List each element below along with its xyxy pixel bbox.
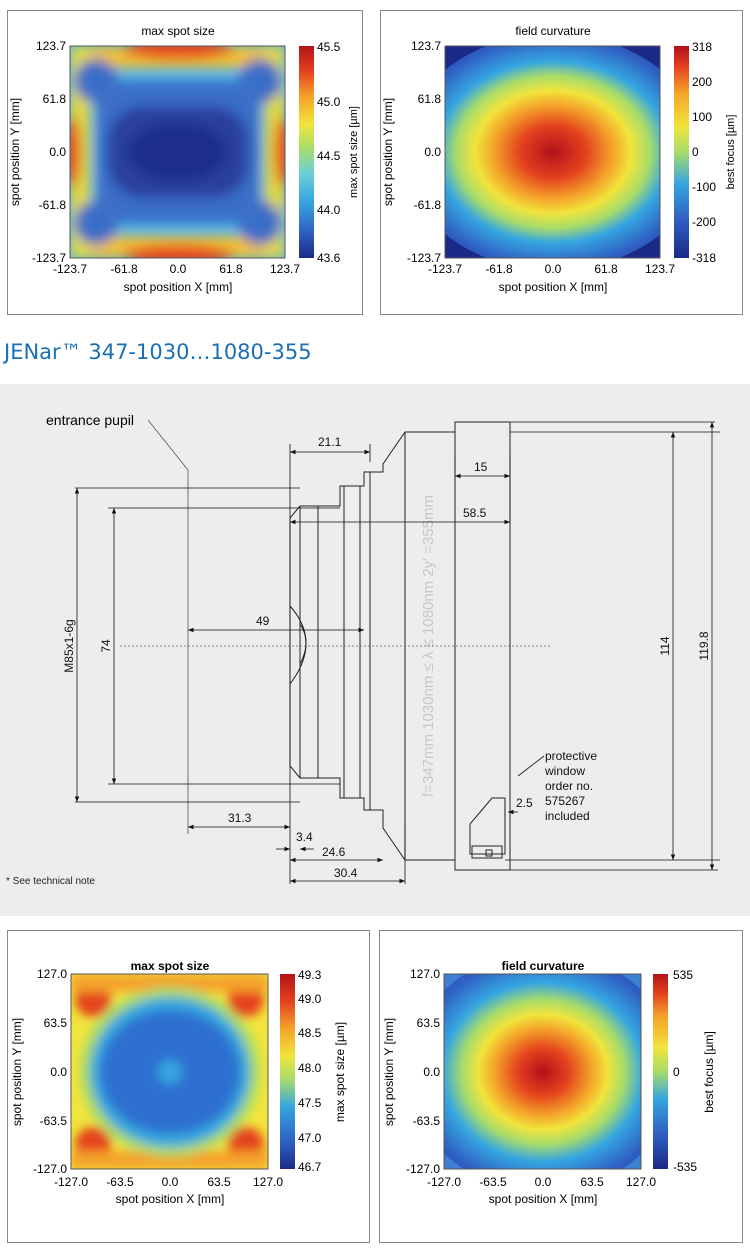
x-axis-label: spot position X [mm] bbox=[498, 280, 608, 294]
plot-title: field curvature bbox=[501, 959, 585, 973]
svg-text:0.0: 0.0 bbox=[544, 262, 562, 276]
footnote: * See technical note bbox=[6, 876, 95, 887]
svg-text:-63.5: -63.5 bbox=[412, 1114, 440, 1128]
technical-drawing bbox=[0, 384, 750, 916]
svg-text:119.8: 119.8 bbox=[697, 631, 711, 661]
x-axis-label: spot position X [mm] bbox=[488, 1192, 598, 1206]
svg-text:535: 535 bbox=[673, 968, 694, 982]
svg-text:-123.7: -123.7 bbox=[31, 251, 66, 265]
heatmap-field-curvature bbox=[403, 34, 703, 270]
plot-panel-max-spot-size-top bbox=[7, 10, 363, 315]
svg-text:-123.7: -123.7 bbox=[427, 262, 463, 276]
colorbar-tick-labels bbox=[298, 968, 322, 1174]
svg-text:-127.0: -127.0 bbox=[426, 1175, 462, 1189]
svg-text:123.7: 123.7 bbox=[269, 262, 301, 276]
svg-text:63.5: 63.5 bbox=[580, 1175, 604, 1189]
svg-text:31.3: 31.3 bbox=[228, 811, 252, 825]
dimension-lines bbox=[75, 422, 720, 884]
svg-text:-63.5: -63.5 bbox=[39, 1114, 67, 1128]
svg-text:44.0: 44.0 bbox=[317, 203, 341, 217]
svg-text:48.0: 48.0 bbox=[298, 1061, 322, 1075]
svg-text:-318: -318 bbox=[692, 251, 717, 265]
svg-text:21.1: 21.1 bbox=[318, 435, 342, 449]
svg-text:114: 114 bbox=[658, 636, 672, 656]
product-heading: JENar™ 347-1030…1080-355 bbox=[4, 340, 312, 364]
svg-text:24.6: 24.6 bbox=[322, 845, 346, 859]
heatmap-max-spot-size bbox=[64, 39, 291, 265]
svg-text:0.0: 0.0 bbox=[50, 1065, 67, 1079]
svg-text:575267: 575267 bbox=[545, 794, 586, 808]
svg-text:74: 74 bbox=[99, 639, 113, 653]
svg-text:45.0: 45.0 bbox=[317, 95, 341, 109]
svg-text:2.5: 2.5 bbox=[516, 796, 533, 810]
y-tick-labels bbox=[406, 967, 440, 1176]
plot-panel-max-spot-size-bottom bbox=[7, 930, 370, 1243]
svg-text:200: 200 bbox=[692, 75, 713, 89]
svg-text:127.0: 127.0 bbox=[409, 967, 440, 981]
y-axis-label: spot position Y [mm] bbox=[10, 1017, 24, 1127]
plot-panel-field-curvature-top bbox=[380, 10, 743, 315]
y-axis-label: spot position Y [mm] bbox=[381, 97, 395, 207]
x-tick-labels bbox=[53, 262, 300, 276]
svg-text:-100: -100 bbox=[692, 180, 717, 194]
svg-text:127.0: 127.0 bbox=[252, 1175, 284, 1189]
svg-text:protective: protective bbox=[545, 749, 598, 763]
svg-text:0.0: 0.0 bbox=[424, 145, 441, 159]
svg-text:order no.: order no. bbox=[545, 779, 594, 793]
colorbar-label: max spot size [µm] bbox=[348, 106, 360, 198]
colorbar bbox=[299, 46, 314, 258]
svg-text:-61.8: -61.8 bbox=[413, 198, 441, 212]
svg-text:3.4: 3.4 bbox=[296, 830, 313, 844]
svg-text:318: 318 bbox=[692, 40, 713, 54]
svg-text:123.7: 123.7 bbox=[410, 39, 441, 53]
svg-text:45.5: 45.5 bbox=[317, 40, 341, 54]
heatmap-max-spot-size bbox=[71, 974, 268, 1169]
svg-text:30.4: 30.4 bbox=[334, 866, 358, 880]
svg-text:0.0: 0.0 bbox=[169, 262, 187, 276]
y-tick-labels bbox=[33, 967, 67, 1176]
svg-text:47.5: 47.5 bbox=[298, 1096, 322, 1110]
svg-text:48.5: 48.5 bbox=[298, 1026, 322, 1040]
colorbar-label: best focus [µm] bbox=[725, 114, 737, 190]
protective-window-label bbox=[544, 749, 597, 823]
y-axis-label: spot position Y [mm] bbox=[382, 1017, 396, 1127]
svg-text:47.0: 47.0 bbox=[298, 1131, 322, 1145]
svg-text:49.3: 49.3 bbox=[298, 968, 322, 982]
svg-text:window: window bbox=[545, 764, 586, 778]
x-axis-label: spot position X [mm] bbox=[123, 280, 233, 294]
svg-text:-61.8: -61.8 bbox=[38, 198, 66, 212]
plot-title: max spot size bbox=[141, 24, 215, 38]
svg-text:0.0: 0.0 bbox=[161, 1175, 179, 1189]
y-axis-label: spot position Y [mm] bbox=[8, 97, 22, 207]
svg-text:0.0: 0.0 bbox=[423, 1065, 440, 1079]
colorbar-tick-labels bbox=[317, 40, 341, 265]
x-tick-labels bbox=[427, 1175, 656, 1189]
colorbar-tick-labels bbox=[673, 968, 697, 1174]
svg-text:0: 0 bbox=[673, 1065, 680, 1079]
y-tick-labels bbox=[32, 39, 66, 265]
svg-text:61.8: 61.8 bbox=[594, 262, 618, 276]
svg-text:46.7: 46.7 bbox=[298, 1160, 322, 1174]
svg-text:-127.0: -127.0 bbox=[53, 1175, 89, 1189]
svg-text:-63.5: -63.5 bbox=[106, 1175, 134, 1189]
svg-text:61.8: 61.8 bbox=[219, 262, 243, 276]
colorbar bbox=[280, 974, 295, 1169]
svg-text:44.5: 44.5 bbox=[317, 149, 341, 163]
entrance-pupil-label: entrance pupil bbox=[46, 412, 134, 428]
svg-text:49: 49 bbox=[256, 614, 270, 628]
svg-text:-63.5: -63.5 bbox=[479, 1175, 507, 1189]
svg-text:0.0: 0.0 bbox=[49, 145, 66, 159]
svg-text:0: 0 bbox=[692, 145, 699, 159]
y-tick-labels bbox=[407, 39, 441, 265]
svg-text:43.6: 43.6 bbox=[317, 251, 341, 265]
svg-text:123.7: 123.7 bbox=[35, 39, 66, 53]
heatmap-field-curvature bbox=[405, 952, 678, 1192]
plot-panel-field-curvature-bottom bbox=[379, 930, 743, 1243]
svg-text:M85x1-6g: M85x1-6g bbox=[62, 619, 76, 673]
svg-text:63.5: 63.5 bbox=[43, 1016, 67, 1030]
svg-text:127.0: 127.0 bbox=[625, 1175, 657, 1189]
plot-title: field curvature bbox=[515, 24, 591, 38]
svg-text:127.0: 127.0 bbox=[36, 967, 67, 981]
svg-text:-61.8: -61.8 bbox=[110, 262, 138, 276]
svg-text:-535: -535 bbox=[673, 1160, 698, 1174]
svg-text:49.0: 49.0 bbox=[298, 992, 322, 1006]
x-tick-labels bbox=[54, 1175, 283, 1189]
x-tick-labels bbox=[428, 262, 675, 276]
svg-text:123.7: 123.7 bbox=[644, 262, 676, 276]
svg-text:-123.7: -123.7 bbox=[52, 262, 88, 276]
svg-text:58.5: 58.5 bbox=[463, 506, 487, 520]
svg-text:63.5: 63.5 bbox=[416, 1016, 440, 1030]
svg-text:100: 100 bbox=[692, 110, 713, 124]
svg-text:0.0: 0.0 bbox=[534, 1175, 552, 1189]
svg-text:-200: -200 bbox=[692, 215, 717, 229]
colorbar bbox=[653, 974, 668, 1169]
svg-text:61.8: 61.8 bbox=[417, 92, 441, 106]
colorbar-tick-labels bbox=[692, 40, 716, 265]
svg-text:-61.8: -61.8 bbox=[485, 262, 513, 276]
lens-engraving: f=347mm 1030nm ≤ λ ≤ 1080nm 2y' =355mm bbox=[420, 495, 437, 797]
colorbar-label: best focus [µm] bbox=[702, 1031, 716, 1113]
svg-text:-127.0: -127.0 bbox=[405, 1162, 440, 1176]
svg-text:15: 15 bbox=[474, 460, 488, 474]
x-axis-label: spot position X [mm] bbox=[115, 1192, 225, 1206]
svg-text:61.8: 61.8 bbox=[42, 92, 66, 106]
svg-text:63.5: 63.5 bbox=[207, 1175, 231, 1189]
svg-text:included: included bbox=[545, 809, 590, 823]
colorbar bbox=[674, 46, 689, 258]
colorbar-label: max spot size [µm] bbox=[333, 1021, 347, 1123]
svg-text:-123.7: -123.7 bbox=[406, 251, 441, 265]
dimension-labels bbox=[62, 435, 711, 880]
svg-text:-127.0: -127.0 bbox=[32, 1162, 67, 1176]
plot-title: max spot size bbox=[130, 959, 210, 973]
